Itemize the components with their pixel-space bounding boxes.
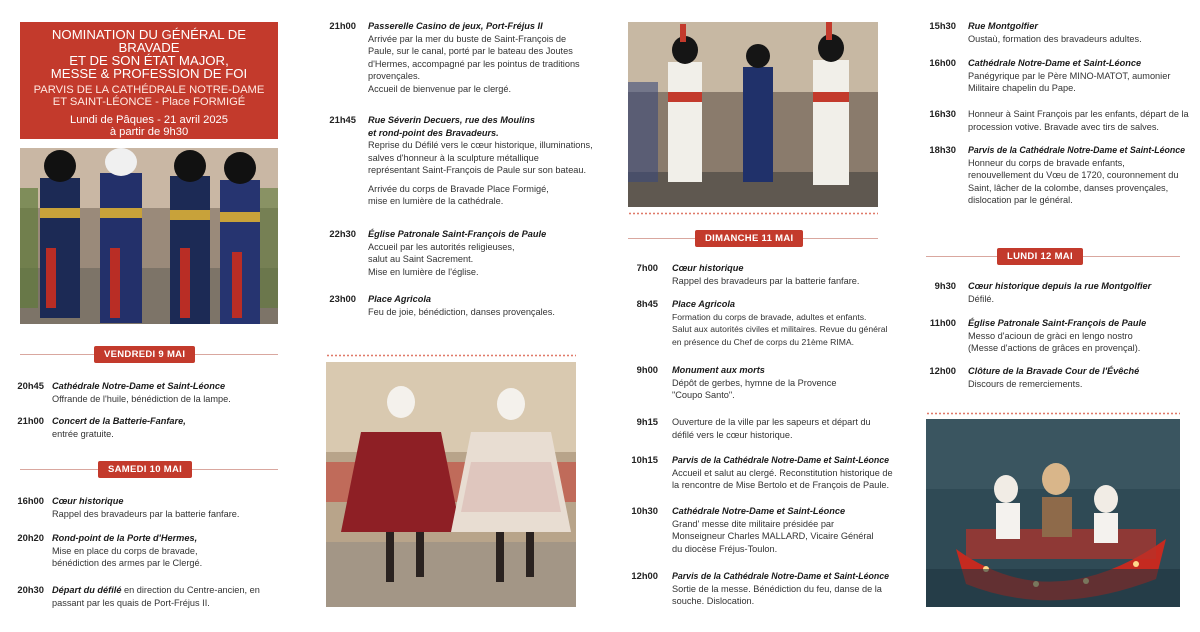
event-item: 22h30 Église Patronale Saint-François de Paule Accueil par les autorités religieuses, salut au Saint Sacrement. Mise en lumière de l'église. bbox=[329, 228, 547, 277]
header-title: NOMINATION DU GÉNÉRAL DE BRAVADE ET DE SON ÉTAT MAJOR, MESSE & PROFESSION DE FOI bbox=[50, 27, 248, 81]
event-item: 11h00 Église Patronale Saint-François de Paule Messo d'acioun de gràci en lengo nostro (Messe d'actions de grâces en provençal). bbox=[929, 317, 1147, 353]
column-4 bbox=[900, 0, 1200, 632]
header-location: PARVIS DE LA CATHÉDRALE NOTRE-DAME ET SAINT-LÉONCE - Place FORMIGÉ bbox=[33, 84, 265, 108]
event-item: 20h45 Cathédrale Notre-Dame et Saint-Léonce Offrande de l'huile, bénédiction de la lampe. bbox=[17, 380, 231, 404]
event-item: 16h00 Cathédrale Notre-Dame et Saint-Léonce Panégyrique par le Père MINO-MATOT, aumonier Militaire chapelin du Pape. bbox=[929, 57, 1171, 93]
day-badge-vendredi: VENDREDI 9 MAI bbox=[94, 346, 195, 363]
event-item: 20h20 Rond-point de la Porte d'Hermes, Mise en place du corps de bravade, bénédiction des armes par le Clergé. bbox=[17, 532, 203, 568]
event-item: 7h00 Cœur historique Rappel des bravadeurs par la batterie fanfare. bbox=[636, 262, 860, 286]
event-item: 9h30 Cœur historique depuis la rue Montgolfier Défilé. bbox=[934, 280, 1152, 304]
event-item: 10h30 Cathédrale Notre-Dame et Saint-Léonce Grand' messe dite militaire présidée par Monseigneur Charles MALLARD, Vicaire Général du diocèse Fréjus-Toulon. bbox=[631, 505, 874, 554]
day-badge-samedi: SAMEDI 10 MAI bbox=[98, 461, 192, 478]
decorative-divider bbox=[326, 354, 576, 357]
event-item: 23h00 Place Agricola Feu de joie, bénédiction, danses provençales. bbox=[329, 293, 555, 317]
bravadeurs-photo bbox=[20, 148, 278, 324]
event-item: 18h30 Parvis de la Cathédrale Notre-Dame et Saint-Léonce Honneur du corps de bravade enfants, renouvellement du Vœu de 1720, couronnement du Saint, lâcher de la colombe, danses provençales, dislocation par le général. bbox=[929, 144, 1186, 205]
header-date: Lundi de Pâques - 21 avril 2025 à partir de 9h30 bbox=[70, 114, 228, 138]
boat-procession-photo bbox=[926, 419, 1180, 607]
event-item: 21h45 Rue Séverin Decuers, rue des Moulins et rond-point des Bravadeurs. Reprise du Défilé vers le cœur historique, illuminations, salves d'honneur à la sculpture métallique représentant Saint-François de Paule sur son bateau. Arrivée du corps de Bravade Place Formigé, mise en lumière de la cathédrale. bbox=[329, 114, 593, 206]
day-badge-lundi: LUNDI 12 MAI bbox=[997, 248, 1083, 265]
decorative-divider bbox=[628, 212, 878, 215]
event-item: 12h00 Parvis de la Cathédrale Notre-Dame et Saint-Léonce Sortie de la messe. Bénédiction du feu, danse de la souche. Dislocation. bbox=[631, 570, 890, 606]
column-3 bbox=[600, 0, 900, 632]
event-item: 15h30 Rue Montgolfier Oustaù, formation des bravadeurs adultes. bbox=[929, 20, 1142, 44]
event-item: 21h00 Concert de la Batterie-Fanfare, entrée gratuite. bbox=[17, 415, 186, 439]
column-1 bbox=[0, 0, 300, 632]
provencal-dancers-photo bbox=[326, 362, 576, 607]
column-2 bbox=[300, 0, 600, 632]
parade-photo bbox=[628, 22, 878, 207]
event-item: 10h15 Parvis de la Cathédrale Notre-Dame et Saint-Léonce Accueil et salut au clergé. Reconstitution historique de la rencontre de Mise Bertolo et de François de Paule. bbox=[631, 454, 893, 490]
decorative-divider bbox=[926, 412, 1180, 415]
event-item: 16h00 Cœur historique Rappel des bravadeurs par la batterie fanfare. bbox=[17, 495, 240, 519]
event-item: 8h45 Place Agricola Formation du corps de bravade, adultes et enfants. Salut aux autorités civiles et militaires. Revue du général en présence du Chef de corps du 21ème RIMA. bbox=[636, 298, 888, 347]
event-item: 9h00 Monument aux morts Dépôt de gerbes, hymne de la Provence "Coupo Santo". bbox=[636, 364, 837, 400]
header-box bbox=[20, 22, 278, 139]
event-item: 12h00 Clôture de la Bravade Cour de l'Évêché Discours de remerciements. bbox=[929, 365, 1140, 389]
event-item: 16h30 Honneur à Saint François par les enfants, départ de la procession votive. Bravade avec tirs de salves. bbox=[929, 108, 1189, 132]
day-badge-dimanche: DIMANCHE 11 MAI bbox=[695, 230, 803, 247]
event-item: 21h00 Passerelle Casino de jeux, Port-Fréjus II Arrivée par la mer du buste de Saint-François de Paule, sur le canal, porté par le bateau des Joutes d'Hermes, accompagné par les pointus de traditions provençales. Accueil de bienvenue par le clergé. bbox=[329, 20, 580, 94]
event-item: 20h30 Départ du défilé en direction du Centre-ancien, en passant par les quais de Port-Fréjus II. bbox=[17, 584, 260, 608]
event-item: 9h15 Ouverture de la ville par les sapeurs et départ du défilé vers le cœur historique. bbox=[636, 416, 871, 440]
